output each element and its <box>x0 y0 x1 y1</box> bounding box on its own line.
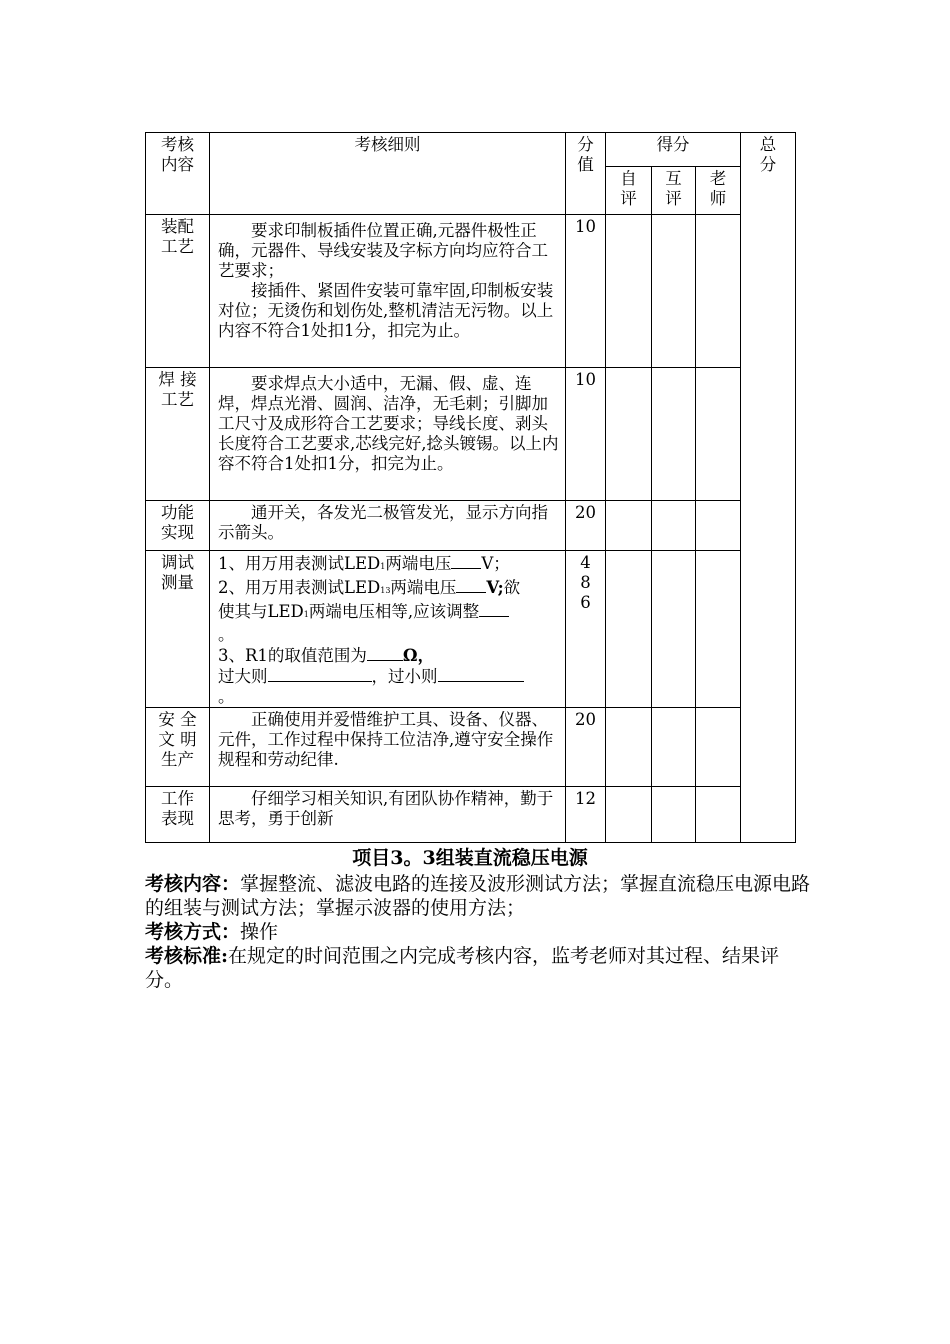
score-mutual-cell[interactable] <box>652 708 696 787</box>
total-column: 总分 <box>741 133 796 843</box>
score-mutual-cell[interactable] <box>652 368 696 501</box>
score-self-cell[interactable] <box>606 368 652 501</box>
answer-blank[interactable] <box>479 601 509 617</box>
row-points: 12 <box>566 787 606 843</box>
row-details: 仔细学习相关知识,有团队协作精神，勤于思考，勇于创新 <box>210 787 566 843</box>
answer-blank[interactable] <box>268 666 372 682</box>
assessment-table <box>145 132 796 843</box>
row-details: 正确使用并爱惜维护工具、设备、仪器、元件，工作过程中保持工位洁净,遵守安全操作规程和劳动纪律. <box>210 708 566 787</box>
score-self-cell[interactable] <box>606 787 652 843</box>
score-teacher-cell[interactable] <box>696 368 741 501</box>
score-self-cell[interactable] <box>606 708 652 787</box>
header-teacher: 老师 <box>696 167 741 215</box>
score-teacher-cell[interactable] <box>696 787 741 843</box>
table-row <box>146 368 796 501</box>
assessment-method: 考核方式：操作 <box>145 921 279 943</box>
row-points: 10 <box>566 368 606 501</box>
score-self-cell[interactable] <box>606 501 652 551</box>
header-self: 自评 <box>606 167 652 215</box>
row-category: 调试测量 <box>146 551 210 708</box>
row-category: 装配工艺 <box>146 215 210 368</box>
score-mutual-cell[interactable] <box>652 501 696 551</box>
row-details: 通开关，各发光二极管发光，显示方向指示箭头。 <box>210 501 566 551</box>
header-score: 得分 <box>606 133 741 167</box>
table-row <box>146 501 796 551</box>
row-details: 要求焊点大小适中，无漏、假、虚、连焊，焊点光滑、圆润、洁净，无毛刺；引脚加工尺寸及成形符合工艺要求；导线长度、剥头长度符合工艺要求,芯线完好,捻头镀锡。以上内容不符合1处扣1分，扣完为止。 <box>210 368 566 501</box>
row-details: 要求印制板插件位置正确,元器件极性正确，元器件、导线安装及字标方向均应符合工艺要求； 接插件、紧固件安装可靠牢固,印制板安装对位；无烫伤和划伤处,整机清洁无污物。以上内容不符合1处扣1分，扣完为止。 <box>210 215 566 368</box>
answer-blank[interactable] <box>367 645 403 661</box>
row-category: 焊 接工艺 <box>146 368 210 501</box>
row-points: 10 <box>566 215 606 368</box>
assessment-standard: 考核标准:在规定的时间范围之内完成考核内容，监考老师对其过程、结果评分。 <box>145 945 780 991</box>
row-points: 20 <box>566 708 606 787</box>
header-content: 考核内容 <box>146 133 210 215</box>
row-category: 工作表现 <box>146 787 210 843</box>
score-mutual-cell[interactable] <box>652 215 696 368</box>
score-self-cell[interactable] <box>606 215 652 368</box>
score-mutual-cell[interactable] <box>652 551 696 708</box>
table-row <box>146 787 796 843</box>
table-row <box>146 551 796 708</box>
row-points: 4 8 6 <box>566 551 606 708</box>
header-details: 考核细则 <box>210 133 566 215</box>
score-mutual-cell[interactable] <box>652 787 696 843</box>
answer-blank[interactable] <box>451 553 481 569</box>
row-details: 1、用万用表测试LED1两端电压 V； 2、用万用表测试LED13两端电压 V;欲 使其与LED1两端电压相等,应该调整 。 3、R1的取值范围为 Ω， 过大则 ，过小则 。 <box>210 551 566 708</box>
row-points: 20 <box>566 501 606 551</box>
score-teacher-cell[interactable] <box>696 215 741 368</box>
section-title: 项目3。3组装直流稳压电源 <box>352 847 588 869</box>
row-category: 功能实现 <box>146 501 210 551</box>
answer-blank[interactable] <box>456 577 486 593</box>
assessment-content: 考核内容：掌握整流、滤波电路的连接及波形测试方法；掌握直流稳压电源电路的组装与测试方法；掌握示波器的使用方法； <box>145 873 811 919</box>
score-self-cell[interactable] <box>606 551 652 708</box>
row-category: 安 全文 明生产 <box>146 708 210 787</box>
answer-blank[interactable] <box>438 666 524 682</box>
score-teacher-cell[interactable] <box>696 551 741 708</box>
score-teacher-cell[interactable] <box>696 501 741 551</box>
header-points: 分值 <box>566 133 606 215</box>
table-row <box>146 708 796 787</box>
score-teacher-cell[interactable] <box>696 708 741 787</box>
header-mutual: 互评 <box>652 167 696 215</box>
section-block <box>145 846 815 992</box>
table-row <box>146 215 796 368</box>
